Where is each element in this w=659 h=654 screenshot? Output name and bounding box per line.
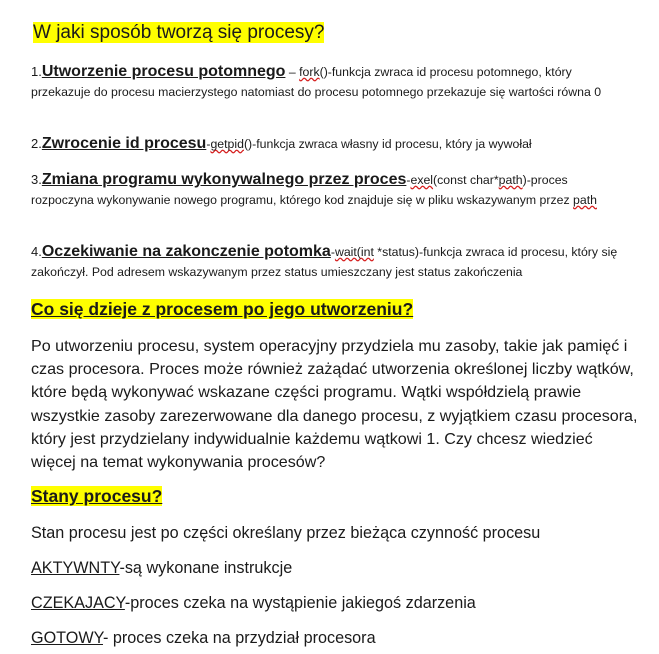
list-item	[31, 134, 631, 154]
item-separator: -	[406, 173, 411, 187]
item-code: getpid	[210, 137, 244, 151]
section-heading-text: Stany procesu?	[31, 486, 163, 506]
states-intro: Stan procesu jest po części określany przez bieżąca czynność procesu	[31, 524, 541, 542]
item-number: 1.	[31, 64, 42, 79]
state-name: CZEKAJACY	[31, 594, 125, 612]
item-text: ()-funkcja zwraca id procesu potomnego, który przekazuje do procesu macierzystego natomiast do procesu potomnego przekazuje się wartości równa 0	[31, 65, 602, 99]
state-item	[31, 627, 376, 649]
item-separator: -	[206, 137, 211, 151]
page-title	[33, 20, 324, 46]
item-heading: Zwrocenie id procesu	[41, 135, 207, 152]
title-text: W jaki sposób tworzą się procesy?	[33, 22, 325, 43]
item-number: 3.	[31, 172, 42, 187]
item-heading: Zmiana programu wykonywalnego przez proces	[41, 171, 407, 188]
state-item	[31, 557, 292, 579]
item-number: 2.	[31, 136, 42, 151]
item-code: wait(int	[334, 245, 374, 259]
state-name: GOTOWY	[31, 629, 103, 647]
state-desc: -proces czeka na wystąpienie jakiegoś zdarzenia	[124, 594, 476, 612]
item-code-args: (const char*	[433, 173, 499, 187]
item-code: fork	[299, 65, 320, 79]
section-heading	[31, 297, 413, 321]
section-paragraph: Po utworzeniu procesu, system operacyjny przydziela mu zasoby, takie jak pamięć i czas procesora. Proces może również zażądać utworzenia określonej liczby wątków, które będą wykonywać wskazane części programu. Wątki współdzielą prawie wszystkie zasoby zarezerwowane dla danego procesu, z wyjątkiem czasu procesora, który jest przydzielany indywidualnie każdemu wątkowi 1. Czy chcesz wiedzieć więcej na temat wykonywania procesów?	[31, 337, 638, 472]
state-name: AKTYWNTY	[31, 559, 120, 577]
section-heading	[31, 484, 162, 508]
list-item	[31, 62, 631, 102]
state-desc: - proces czeka na przydział procesora	[102, 629, 376, 647]
item-code-path: path	[498, 173, 523, 187]
item-code: exel	[410, 173, 434, 187]
list-item	[31, 170, 631, 210]
item-separator: –	[285, 65, 300, 79]
item-number: 4.	[31, 244, 42, 259]
item-text: )-proces rozpoczyna wykonywanie nowego programu, którego kod znajduje się w pliku wskazywanym przez	[31, 173, 574, 207]
item-text: *status)-funkcja zwraca id procesu, który się zakończył. Pod adresem wskazywanym przez status umieszczany jest status zakończenia	[31, 245, 618, 279]
item-heading: Oczekiwanie na zakonczenie potomka	[41, 243, 331, 260]
list-item	[31, 242, 631, 282]
state-desc: -są wykonane instrukcje	[119, 559, 293, 577]
item-heading: Utworzenie procesu potomnego	[41, 63, 286, 80]
item-separator: -	[330, 245, 335, 259]
item-text: ()-funkcja zwraca własny id procesu, który ja wywołał	[243, 137, 532, 151]
item-code-path-end: path	[573, 193, 597, 207]
section-heading-text: Co się dzieje z procesem po jego utworzeniu?	[31, 299, 414, 319]
state-item	[31, 592, 476, 614]
